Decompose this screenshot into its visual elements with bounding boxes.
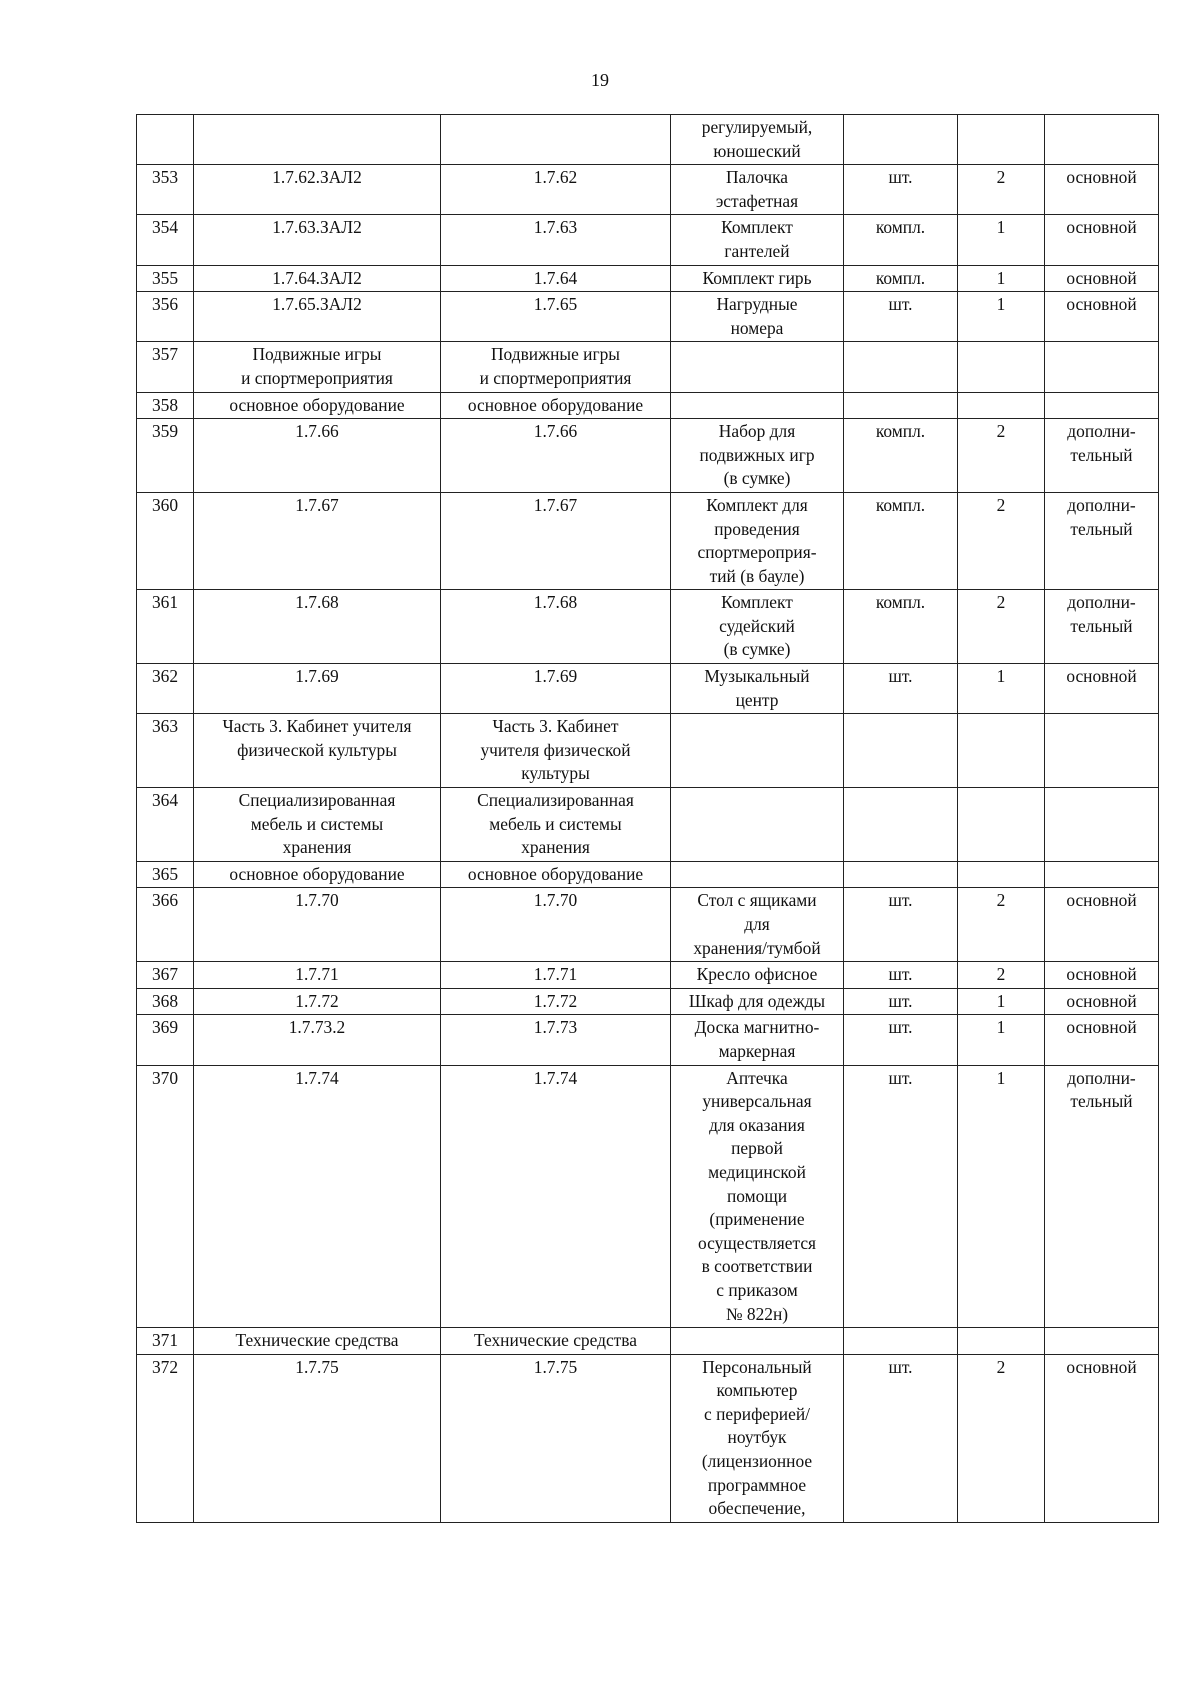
- item-code-cell: [194, 115, 441, 165]
- table-row: [137, 590, 1159, 664]
- item-description-cell: Стол с ящиками для хранения/тумбой: [671, 888, 844, 962]
- row-number-cell: 363: [137, 714, 194, 788]
- unit-cell: компл.: [844, 492, 958, 589]
- unit-cell: шт.: [844, 292, 958, 342]
- item-code-alt-cell: 1.7.65: [441, 292, 671, 342]
- row-number-cell: 359: [137, 419, 194, 493]
- item-description-cell: Комплект судейский (в сумке): [671, 590, 844, 664]
- equipment-type-cell: [1045, 342, 1159, 392]
- quantity-cell: 2: [958, 962, 1045, 989]
- page-number: 19: [591, 70, 609, 90]
- quantity-cell: [958, 115, 1045, 165]
- item-code-alt-cell: 1.7.62: [441, 165, 671, 215]
- row-number-cell: 372: [137, 1354, 194, 1522]
- equipment-type-cell: [1045, 392, 1159, 419]
- item-code-alt-cell: 1.7.72: [441, 988, 671, 1015]
- row-number-cell: 360: [137, 492, 194, 589]
- item-code-alt-cell: 1.7.66: [441, 419, 671, 493]
- item-code-cell: Часть 3. Кабинет учителя физической культуры: [194, 714, 441, 788]
- unit-cell: [844, 392, 958, 419]
- quantity-cell: 1: [958, 1015, 1045, 1065]
- item-description-cell: Комплект гирь: [671, 265, 844, 292]
- item-code-alt-cell: 1.7.67: [441, 492, 671, 589]
- table-row: [137, 1354, 1159, 1522]
- item-code-cell: 1.7.70: [194, 888, 441, 962]
- equipment-table: [136, 114, 1159, 1523]
- item-code-alt-cell: 1.7.64: [441, 265, 671, 292]
- item-description-cell: [671, 342, 844, 392]
- item-code-cell: 1.7.66: [194, 419, 441, 493]
- unit-cell: шт.: [844, 888, 958, 962]
- item-code-cell: основное оборудование: [194, 392, 441, 419]
- item-description-cell: регулируемый, юношеский: [671, 115, 844, 165]
- quantity-cell: [958, 714, 1045, 788]
- item-description-cell: Набор для подвижных игр (в сумке): [671, 419, 844, 493]
- table-row: [137, 1015, 1159, 1065]
- quantity-cell: 2: [958, 590, 1045, 664]
- item-code-alt-cell: Технические средства: [441, 1328, 671, 1355]
- equipment-type-cell: [1045, 861, 1159, 888]
- quantity-cell: 1: [958, 988, 1045, 1015]
- unit-cell: компл.: [844, 419, 958, 493]
- item-code-alt-cell: 1.7.68: [441, 590, 671, 664]
- quantity-cell: 1: [958, 292, 1045, 342]
- table-row: [137, 215, 1159, 265]
- equipment-type-cell: дополни- тельный: [1045, 419, 1159, 493]
- item-code-cell: 1.7.62.ЗАЛ2: [194, 165, 441, 215]
- item-code-cell: 1.7.74: [194, 1065, 441, 1328]
- equipment-type-cell: основной: [1045, 215, 1159, 265]
- item-code-cell: 1.7.72: [194, 988, 441, 1015]
- row-number-cell: 364: [137, 788, 194, 862]
- equipment-type-cell: основной: [1045, 165, 1159, 215]
- item-code-alt-cell: 1.7.73: [441, 1015, 671, 1065]
- equipment-type-cell: дополни- тельный: [1045, 492, 1159, 589]
- quantity-cell: [958, 392, 1045, 419]
- item-code-cell: 1.7.65.ЗАЛ2: [194, 292, 441, 342]
- item-code-alt-cell: 1.7.70: [441, 888, 671, 962]
- quantity-cell: 1: [958, 215, 1045, 265]
- item-description-cell: Комплект для проведения спортмероприя- тий (в бауле): [671, 492, 844, 589]
- table-row: [137, 115, 1159, 165]
- item-code-cell: 1.7.73.2: [194, 1015, 441, 1065]
- item-description-cell: Комплект гантелей: [671, 215, 844, 265]
- table-row: [137, 392, 1159, 419]
- quantity-cell: 2: [958, 419, 1045, 493]
- row-number-cell: 368: [137, 988, 194, 1015]
- row-number-cell: 366: [137, 888, 194, 962]
- table-row: [137, 788, 1159, 862]
- item-code-alt-cell: [441, 115, 671, 165]
- unit-cell: шт.: [844, 962, 958, 989]
- item-description-cell: Шкаф для одежды: [671, 988, 844, 1015]
- table-row: [137, 165, 1159, 215]
- equipment-type-cell: основной: [1045, 1354, 1159, 1522]
- unit-cell: компл.: [844, 265, 958, 292]
- table-row: [137, 265, 1159, 292]
- table-body: [137, 115, 1159, 1523]
- item-description-cell: Доска магнитно- маркерная: [671, 1015, 844, 1065]
- item-description-cell: [671, 861, 844, 888]
- item-code-cell: 1.7.71: [194, 962, 441, 989]
- item-code-cell: 1.7.64.ЗАЛ2: [194, 265, 441, 292]
- item-description-cell: [671, 1328, 844, 1355]
- equipment-type-cell: дополни- тельный: [1045, 1065, 1159, 1328]
- item-code-alt-cell: основное оборудование: [441, 392, 671, 419]
- table-row: [137, 962, 1159, 989]
- equipment-type-cell: основной: [1045, 888, 1159, 962]
- unit-cell: компл.: [844, 590, 958, 664]
- quantity-cell: 2: [958, 888, 1045, 962]
- table-row: [137, 988, 1159, 1015]
- equipment-type-cell: основной: [1045, 292, 1159, 342]
- row-number-cell: 353: [137, 165, 194, 215]
- equipment-type-cell: основной: [1045, 1015, 1159, 1065]
- item-code-cell: Подвижные игры и спортмероприятия: [194, 342, 441, 392]
- item-code-alt-cell: 1.7.69: [441, 664, 671, 714]
- item-description-cell: Нагрудные номера: [671, 292, 844, 342]
- equipment-type-cell: дополни- тельный: [1045, 590, 1159, 664]
- item-code-cell: 1.7.63.ЗАЛ2: [194, 215, 441, 265]
- item-code-alt-cell: 1.7.63: [441, 215, 671, 265]
- row-number-cell: 354: [137, 215, 194, 265]
- unit-cell: шт.: [844, 165, 958, 215]
- item-code-alt-cell: 1.7.75: [441, 1354, 671, 1522]
- item-code-cell: основное оборудование: [194, 861, 441, 888]
- unit-cell: [844, 115, 958, 165]
- item-code-alt-cell: Специализированная мебель и системы хранения: [441, 788, 671, 862]
- row-number-cell: 358: [137, 392, 194, 419]
- item-description-cell: Музыкальный центр: [671, 664, 844, 714]
- table-row: [137, 292, 1159, 342]
- quantity-cell: 2: [958, 492, 1045, 589]
- unit-cell: шт.: [844, 1354, 958, 1522]
- row-number-cell: 361: [137, 590, 194, 664]
- equipment-type-cell: [1045, 1328, 1159, 1355]
- unit-cell: [844, 1328, 958, 1355]
- row-number-cell: 365: [137, 861, 194, 888]
- unit-cell: шт.: [844, 664, 958, 714]
- row-number-cell: 356: [137, 292, 194, 342]
- unit-cell: компл.: [844, 215, 958, 265]
- item-description-cell: Аптечка универсальная для оказания первой медицинской помощи (применение осуществляется в соответствии с приказом № 822н): [671, 1065, 844, 1328]
- quantity-cell: [958, 1328, 1045, 1355]
- row-number-cell: 371: [137, 1328, 194, 1355]
- quantity-cell: 1: [958, 1065, 1045, 1328]
- quantity-cell: [958, 342, 1045, 392]
- item-code-alt-cell: 1.7.74: [441, 1065, 671, 1328]
- table-row: [137, 1065, 1159, 1328]
- equipment-type-cell: [1045, 115, 1159, 165]
- item-code-alt-cell: Подвижные игры и спортмероприятия: [441, 342, 671, 392]
- row-number-cell: 370: [137, 1065, 194, 1328]
- item-code-alt-cell: Часть 3. Кабинет учителя физической культуры: [441, 714, 671, 788]
- row-number-cell: 357: [137, 342, 194, 392]
- row-number-cell: 367: [137, 962, 194, 989]
- unit-cell: шт.: [844, 1015, 958, 1065]
- table-row: [137, 664, 1159, 714]
- equipment-type-cell: [1045, 788, 1159, 862]
- item-code-cell: 1.7.75: [194, 1354, 441, 1522]
- row-number-cell: 362: [137, 664, 194, 714]
- table-row: [137, 342, 1159, 392]
- item-description-cell: Персональный компьютер с периферией/ ноутбук (лицензионное программное обеспечение,: [671, 1354, 844, 1522]
- unit-cell: [844, 788, 958, 862]
- unit-cell: [844, 861, 958, 888]
- item-code-cell: 1.7.68: [194, 590, 441, 664]
- equipment-type-cell: [1045, 714, 1159, 788]
- equipment-type-cell: основной: [1045, 664, 1159, 714]
- unit-cell: [844, 342, 958, 392]
- item-code-cell: Технические средства: [194, 1328, 441, 1355]
- item-description-cell: [671, 392, 844, 419]
- quantity-cell: [958, 788, 1045, 862]
- equipment-type-cell: основной: [1045, 962, 1159, 989]
- item-description-cell: [671, 788, 844, 862]
- unit-cell: шт.: [844, 988, 958, 1015]
- table-row: [137, 492, 1159, 589]
- item-code-cell: 1.7.69: [194, 664, 441, 714]
- item-code-alt-cell: 1.7.71: [441, 962, 671, 989]
- table-row: [137, 419, 1159, 493]
- row-number-cell: [137, 115, 194, 165]
- quantity-cell: 2: [958, 1354, 1045, 1522]
- item-description-cell: Палочка эстафетная: [671, 165, 844, 215]
- table-row: [137, 861, 1159, 888]
- item-code-cell: 1.7.67: [194, 492, 441, 589]
- quantity-cell: [958, 861, 1045, 888]
- equipment-type-cell: основной: [1045, 265, 1159, 292]
- table-row: [137, 888, 1159, 962]
- quantity-cell: 1: [958, 265, 1045, 292]
- equipment-type-cell: основной: [1045, 988, 1159, 1015]
- item-description-cell: Кресло офисное: [671, 962, 844, 989]
- quantity-cell: 2: [958, 165, 1045, 215]
- item-description-cell: [671, 714, 844, 788]
- item-code-cell: Специализированная мебель и системы хранения: [194, 788, 441, 862]
- row-number-cell: 355: [137, 265, 194, 292]
- unit-cell: шт.: [844, 1065, 958, 1328]
- item-code-alt-cell: основное оборудование: [441, 861, 671, 888]
- quantity-cell: 1: [958, 664, 1045, 714]
- table-row: [137, 1328, 1159, 1355]
- unit-cell: [844, 714, 958, 788]
- row-number-cell: 369: [137, 1015, 194, 1065]
- table-row: [137, 714, 1159, 788]
